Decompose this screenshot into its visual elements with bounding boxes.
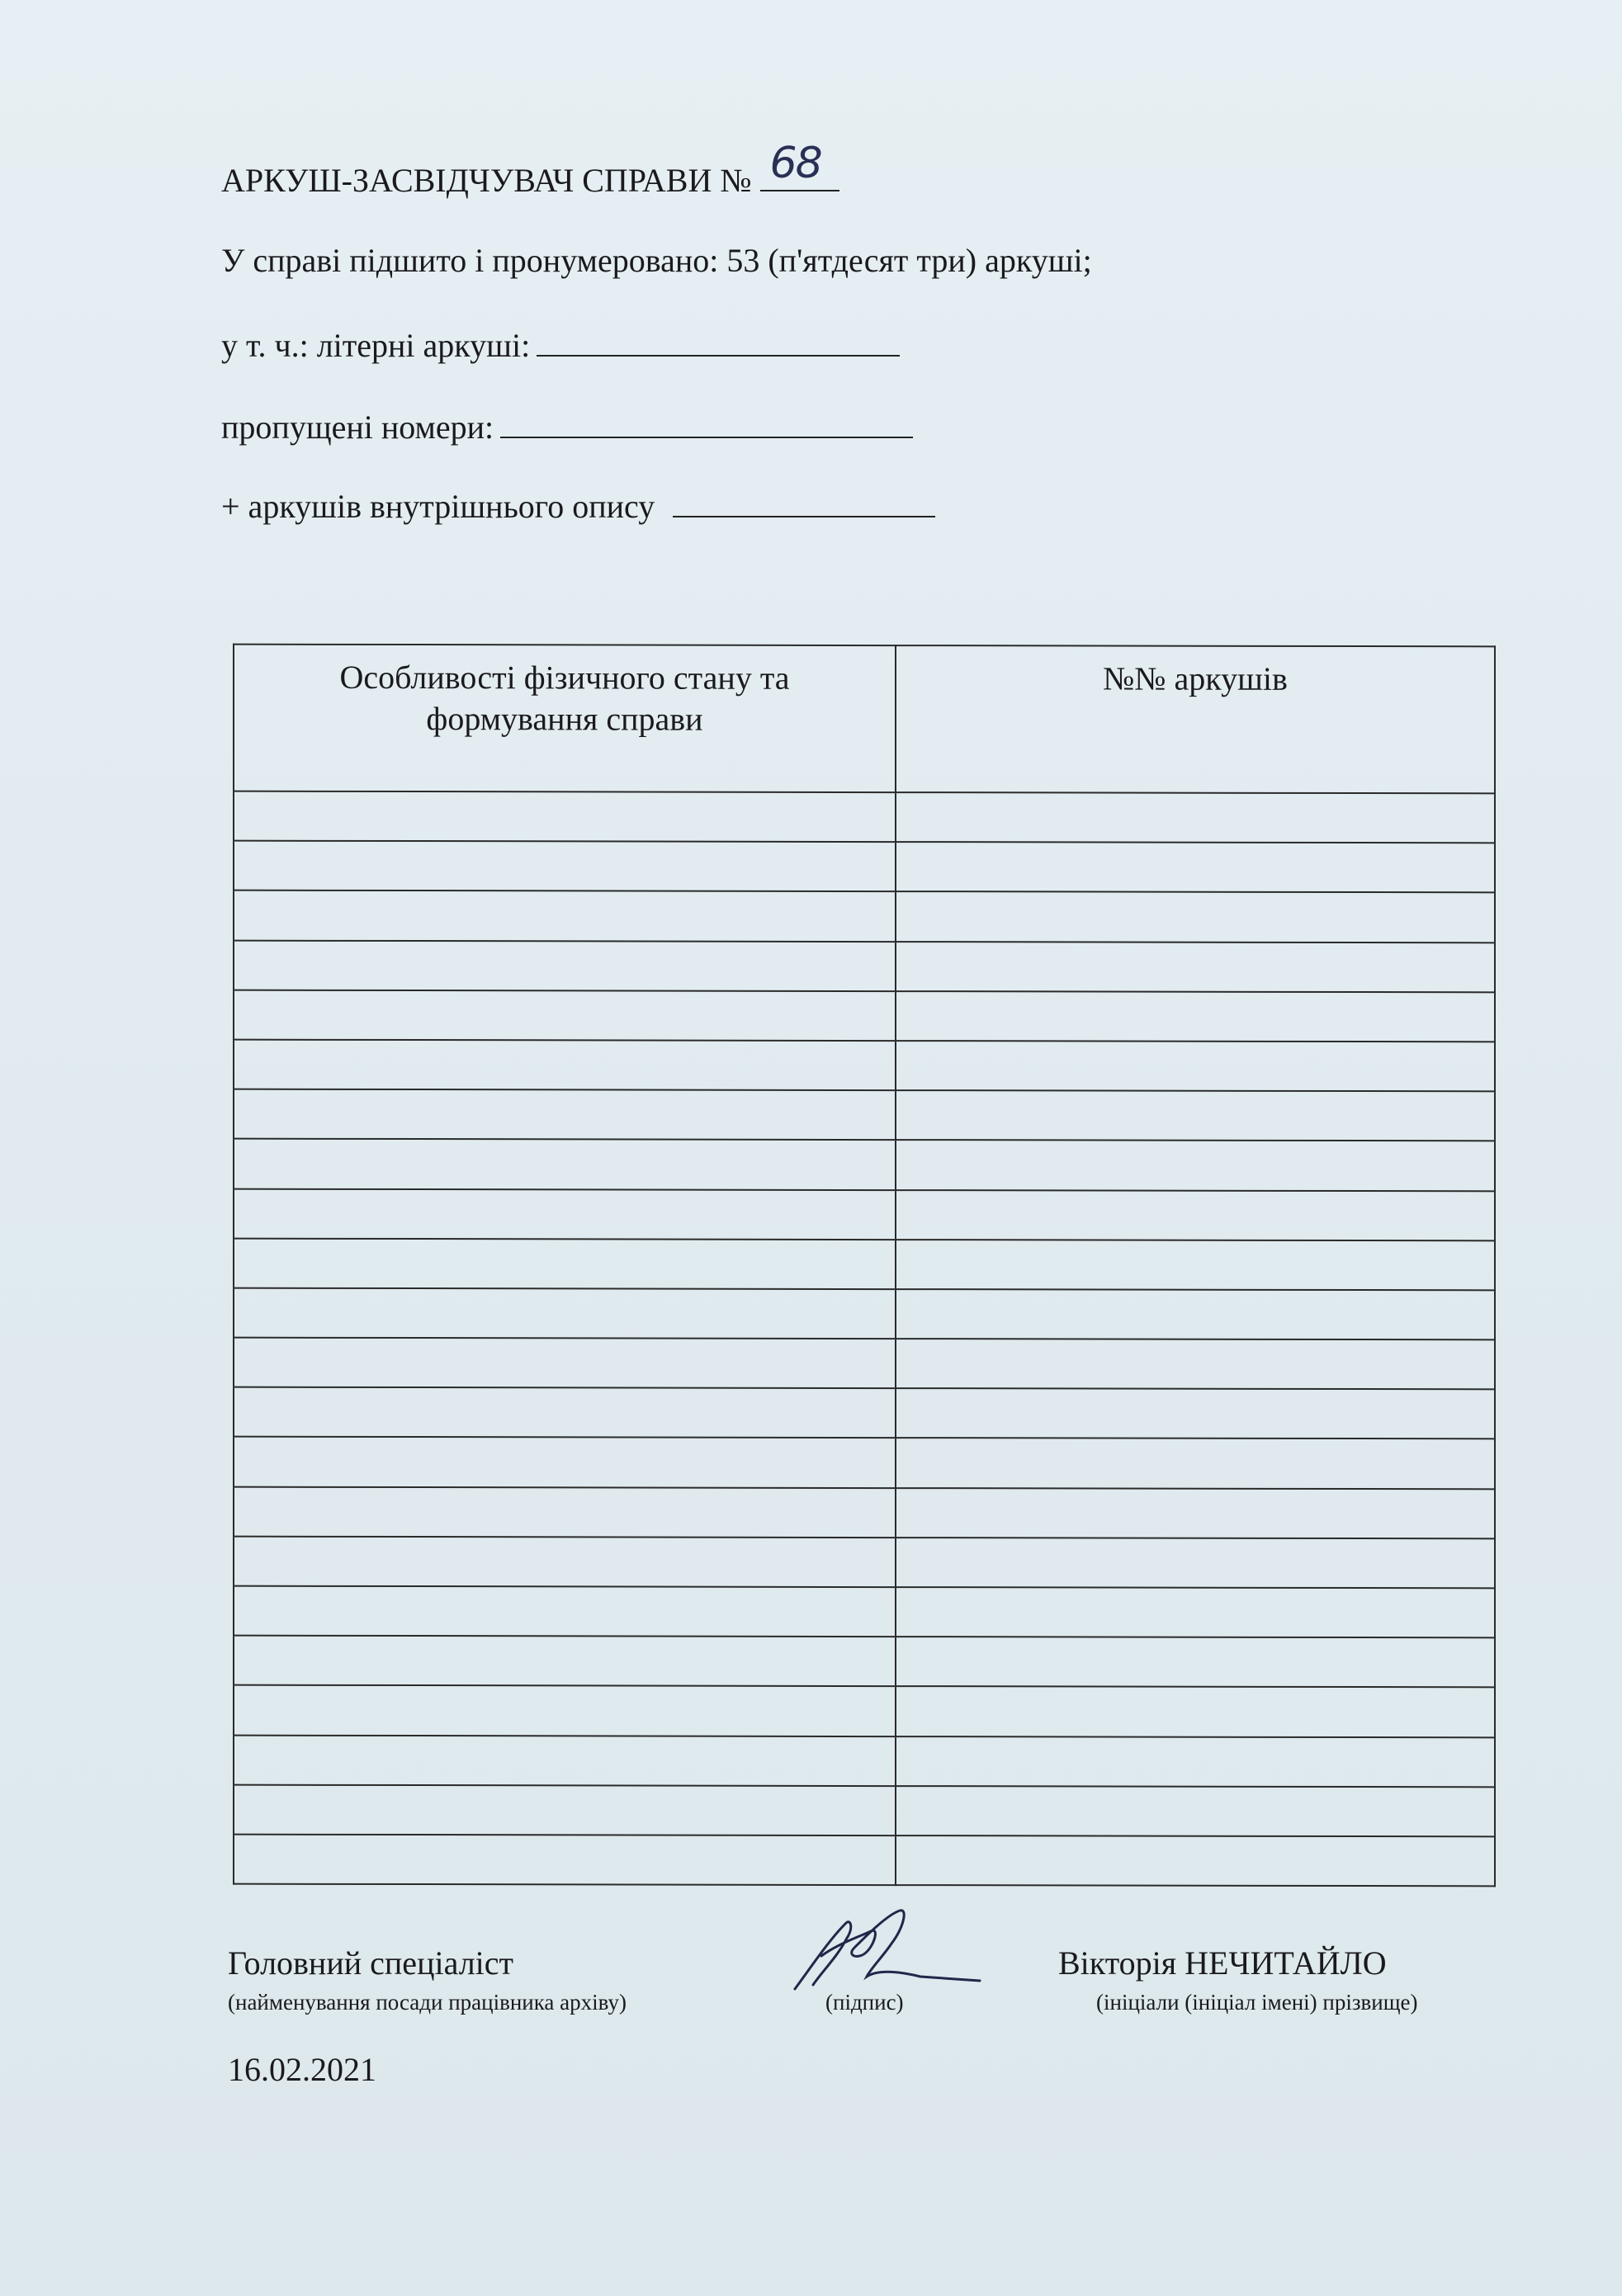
- condition-cell: [234, 1238, 896, 1289]
- condition-cell: [234, 1784, 896, 1835]
- sheet-numbers-cell: [896, 1041, 1495, 1091]
- sheet-numbers-cell: [896, 991, 1495, 1042]
- sheet-numbers-cell: [896, 1587, 1495, 1637]
- condition-table: [233, 644, 1496, 1887]
- sheet-numbers-cell: [896, 1538, 1495, 1588]
- case-number-field: [760, 139, 839, 191]
- sheet-numbers-cell: [896, 1439, 1495, 1489]
- case-number-handwritten: 68: [769, 139, 821, 188]
- condition-cell: [234, 841, 896, 892]
- condition-cell: [234, 1288, 896, 1339]
- table-row: [234, 1586, 1495, 1638]
- table-row: [234, 1536, 1495, 1588]
- table-row: [234, 1338, 1495, 1390]
- table-row: [234, 1188, 1495, 1240]
- table-row: [234, 1486, 1495, 1538]
- inventory-sheets-blank: [673, 488, 935, 517]
- condition-cell: [234, 940, 896, 991]
- signature-caption: (підпис): [825, 1990, 904, 2015]
- table-body: [234, 791, 1495, 1887]
- condition-cell: [234, 1437, 896, 1488]
- table-row: [234, 1735, 1495, 1787]
- sheet-numbers-cell: [896, 1339, 1495, 1389]
- sheet-numbers-cell: [896, 842, 1495, 892]
- name-caption: (ініціали (ініціал імені) прізвище): [1096, 1990, 1418, 2015]
- table-row: [234, 1238, 1495, 1290]
- table-row: [234, 1288, 1495, 1340]
- condition-column-header: Особливості фізичного стану та формування справи: [234, 645, 896, 792]
- sheet-numbers-cell: [896, 1090, 1495, 1141]
- document-title: АРКУШ-ЗАСВІДЧУВАЧ СПРАВИ №: [221, 162, 752, 199]
- sheet-numbers-column-header: №№ аркушів: [896, 645, 1495, 793]
- sheet-numbers-cell: [896, 1289, 1495, 1339]
- condition-cell: [234, 1486, 896, 1538]
- condition-cell: [234, 1735, 896, 1786]
- condition-cell: [234, 1685, 896, 1736]
- signer-name: Вікторія НЕЧИТАЙЛО: [1058, 1944, 1387, 1982]
- table-row: [234, 1835, 1495, 1887]
- inventory-sheets-line: [221, 487, 935, 526]
- condition-cell: [234, 1536, 896, 1587]
- letter-sheets-label: у т. ч.: літерні аркуші:: [221, 327, 531, 364]
- table-row: [234, 1139, 1495, 1191]
- sheet-numbers-cell: [896, 1190, 1495, 1240]
- table-row: [234, 1437, 1495, 1489]
- missing-numbers-blank: [500, 409, 913, 438]
- letter-sheets-line: [221, 326, 900, 365]
- condition-cell: [234, 990, 896, 1041]
- missing-numbers-label: пропущені номери:: [221, 409, 494, 446]
- condition-cell: [234, 1139, 896, 1190]
- sheet-numbers-cell: [896, 1835, 1495, 1886]
- table-row: [234, 1089, 1495, 1141]
- condition-cell: [234, 791, 896, 843]
- title-line: [221, 139, 839, 200]
- condition-cell: [234, 1188, 896, 1240]
- condition-cell: [234, 1636, 896, 1687]
- sheet-numbers-cell: [896, 1686, 1495, 1736]
- table-row: [234, 990, 1495, 1042]
- table-row: [234, 891, 1495, 942]
- table-row: [234, 841, 1495, 893]
- table-row: [234, 1685, 1495, 1737]
- condition-cell: [234, 891, 896, 942]
- sheet-numbers-cell: [896, 1736, 1495, 1787]
- sheet-numbers-cell: [896, 1488, 1495, 1538]
- condition-cell: [234, 1586, 896, 1637]
- missing-numbers-line: [221, 408, 913, 446]
- condition-cell: [234, 1387, 896, 1439]
- sheet-numbers-cell: [896, 1786, 1495, 1836]
- sheet-numbers-cell: [896, 1240, 1495, 1290]
- sheet-numbers-cell: [896, 942, 1495, 992]
- sign-date: 16.02.2021: [228, 2051, 376, 2088]
- table-row: [234, 1387, 1495, 1439]
- position-caption: (найменування посади працівника архіву): [228, 1990, 627, 2015]
- table-row: [234, 1040, 1495, 1092]
- inventory-sheets-label: + аркушів внутрішнього опису: [221, 488, 655, 525]
- condition-cell: [234, 1338, 896, 1389]
- sheet-numbers-cell: [896, 1140, 1495, 1190]
- sheet-numbers-cell: [896, 792, 1495, 843]
- sheet-numbers-cell: [896, 891, 1495, 942]
- sheet-numbers-cell: [896, 1388, 1495, 1439]
- table-row: [234, 1784, 1495, 1836]
- table-row: [234, 1636, 1495, 1688]
- stitched-line: У справі підшито і пронумеровано: 53 (п'ятдесят три) аркуші;: [221, 242, 1092, 279]
- condition-cell: [234, 1040, 896, 1091]
- position-title: Головний спеціаліст: [228, 1944, 513, 1982]
- condition-cell: [234, 1835, 896, 1886]
- table-row: [234, 791, 1495, 843]
- letter-sheets-blank: [537, 327, 900, 357]
- sheet-numbers-cell: [896, 1637, 1495, 1687]
- handwritten-signature: [788, 1906, 986, 1997]
- table-header-row: [234, 645, 1495, 794]
- table-row: [234, 940, 1495, 992]
- condition-cell: [234, 1089, 896, 1141]
